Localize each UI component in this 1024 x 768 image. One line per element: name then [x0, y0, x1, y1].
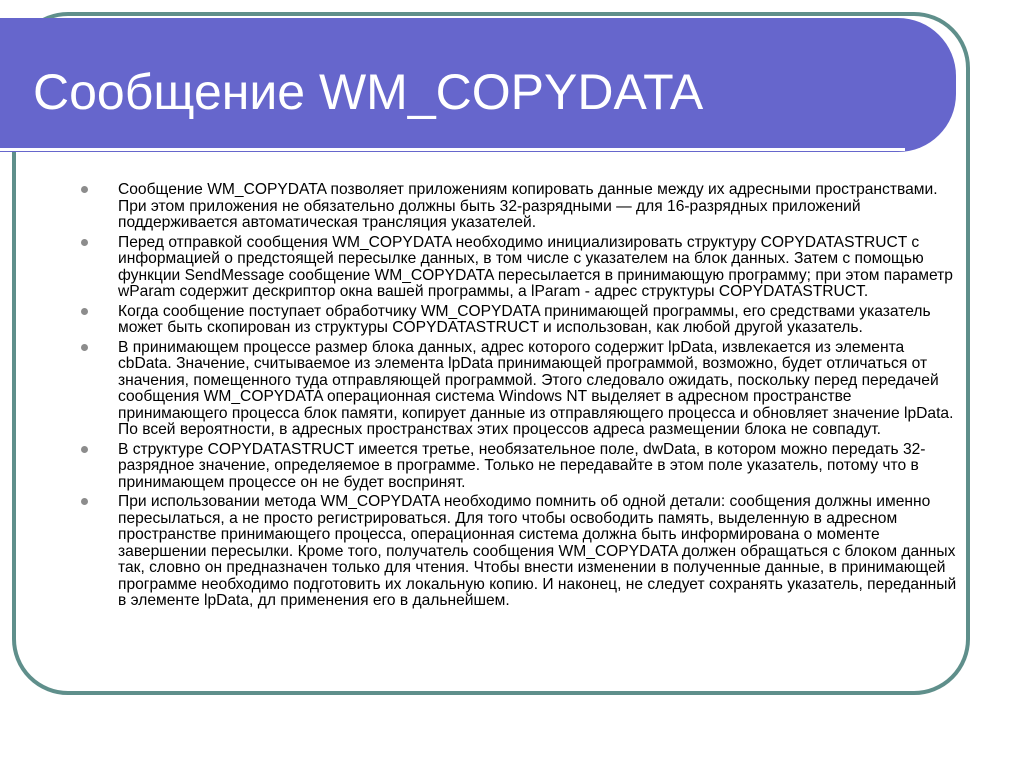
- bullet-text: При использовании метода WM_COPYDATA необходимо помнить об одной детали: сообщения должны именно пересылаться, а не просто регистрироваться. Для того чтобы освободить память, выделенную в адресном пространстве принимающего процесса, операционная система должна быть информирована о моменте завершении пересылки. Кроме того, получатель сообщения WM_COPYDATA должен обращаться с блоком данных так, словно он предназначен только для чтения. Чтобы внести изменении в полученные данные, в принимающей программе необходимо подготовить их локальную копию. И наконец, не следует сохранять указатель, переданный в элементе lpData, дл применения его в дальнейшем.: [118, 493, 957, 609]
- bullet-item: [78, 442, 958, 492]
- slide-title: Сообщение WM_COPYDATA: [33, 64, 704, 120]
- bullet-text: Когда сообщение поступает обработчику WM_COPYDATA принимающей программы, его средствами указатель может быть скопирован из структуры COPYDATASTRUCT и использован, как любой другой указатель.: [118, 302, 931, 336]
- bullet-item: [78, 340, 958, 439]
- title-underline: [0, 148, 905, 151]
- bullet-dot-icon: [81, 186, 88, 193]
- bullet-item: [78, 182, 958, 232]
- bullet-dot-icon: [81, 498, 88, 505]
- title-bar: [0, 18, 956, 152]
- bullet-item: [78, 304, 958, 337]
- bullet-list: [78, 182, 958, 613]
- bullet-item: [78, 494, 958, 610]
- bullet-text: В структуре COPYDATASTRUCT имеется третье, необязательное поле, dwData, в котором можно передать 32-разрядное значение, определяемое в программе. Только не передавайте в этом поле указатель, потому что в принимающем процессе он не будет воспринят.: [118, 440, 926, 491]
- bullet-text: Сообщение WM_COPYDATA позволяет приложениям копировать данные между их адресными пространствами. При этом приложения не обязательно должны быть 32-разрядными — для 16-разрядных приложений поддерживается автоматическая трансляция указателей.: [118, 181, 938, 231]
- bullet-text: Перед отправкой сообщения WM_COPYDATA необходимо инициализировать структуру COPYDATASTRUCT с информацией о предстоящей пересылке данных, в том числе с указателем на блок данных. Затем с помощью функции SendMessage сообщение WM_COPYDATA пересылается в принимающую программу; при этом параметр wParam содержит дескриптор окна вашей программы, a lParam - адрес структуры COPYDATASTRUCT.: [118, 233, 953, 300]
- bullet-item: [78, 235, 958, 301]
- bullet-dot-icon: [81, 308, 88, 315]
- bullet-dot-icon: [81, 446, 88, 453]
- bullet-text: В принимающем процессе размер блока данных, адрес которого содержит lpData, извлекается из элемента cbData. Значение, считываемое из элемента lpData принимающей программой, возможно, будет отличаться от значения, помещенного туда отправляющей программой. Этого следовало ожидать, поскольку перед передачей сообщения WM_COPYDATA операционная система Windows NT выделяет в адресном пространстве принимающего процесса блок памяти, копирует данные из отправляющего процесса и обновляет значение lpData. По всей вероятности, в адресных пространствах этих процессов адреса размещении блока не совпадут.: [118, 338, 954, 438]
- bullet-dot-icon: [81, 239, 88, 246]
- bullet-dot-icon: [81, 344, 88, 351]
